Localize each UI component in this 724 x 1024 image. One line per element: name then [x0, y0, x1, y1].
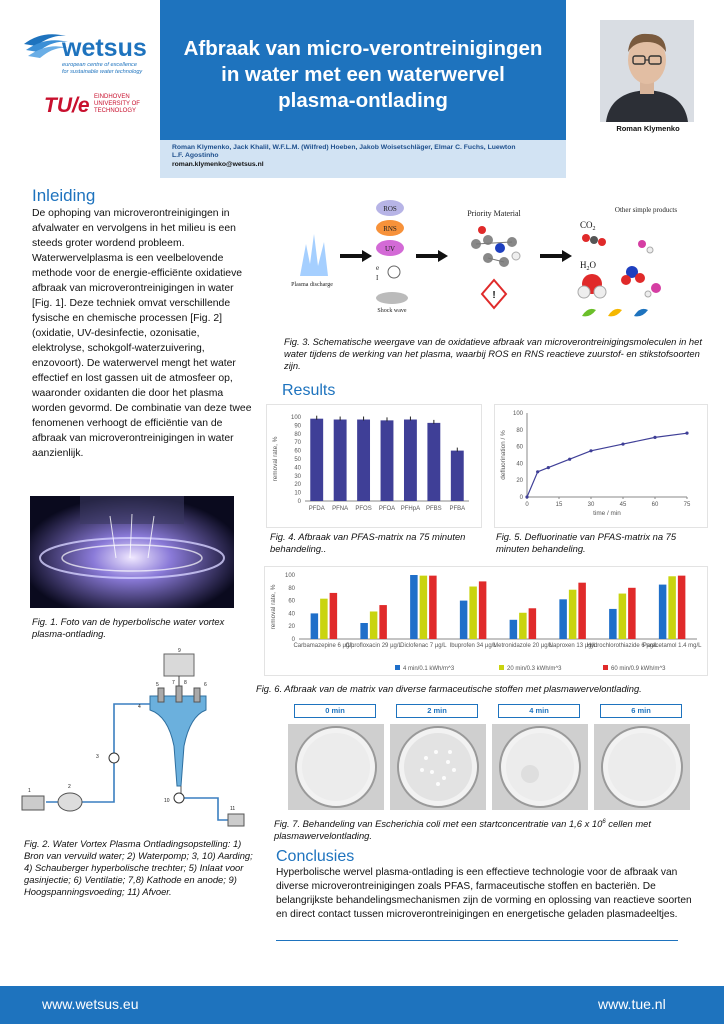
y-tick-label: 20	[516, 478, 523, 485]
bar	[310, 419, 323, 501]
bar	[404, 420, 417, 501]
y-tick-label: 80	[516, 427, 523, 434]
bar	[460, 601, 468, 639]
fig5-chart	[494, 404, 708, 528]
fig3-shock: Shock wave	[377, 308, 407, 314]
fig2-label-3: 3	[96, 754, 99, 760]
authors-block: Roman Klymenko, Jack Khalil, W.F.L.M. (Wilfred) Hoeben, Jakob Woisetschläger, Elmar C. Fuchs, Luewton L.F. Agostinho roman.klymenko@wetsus.nl	[172, 144, 552, 169]
x-tick-label: Ibuprofen 34 µg/L	[449, 643, 497, 649]
y-axis-label: removal rate, %	[270, 584, 277, 630]
y-tick-label: 40	[288, 611, 295, 618]
molecule-icon	[471, 226, 520, 267]
legend-label: 20 min/0.3 kWh/m^3	[507, 666, 562, 672]
fig1-caption: Fig. 1. Foto van de hyperbolische water vortex plasma-ontlading.	[32, 616, 225, 639]
bar	[519, 613, 527, 639]
fig3-co2: $CO_2$	[580, 220, 596, 232]
y-tick-label: 100	[284, 573, 295, 579]
fig4-chart	[266, 404, 482, 528]
fig3-priority: Priority Material	[467, 209, 521, 218]
fig2-diagram	[18, 646, 248, 836]
x-tick-label: PFBA	[449, 506, 466, 512]
data-point	[685, 432, 688, 435]
y-tick-label: 20	[294, 482, 301, 489]
bar	[311, 613, 319, 639]
intro-heading: Inleiding	[32, 186, 96, 205]
x-tick-label: 75	[683, 502, 691, 508]
fig3-caption: Fig. 3. Schematische weergave van de oxidatieve afbraak van microverontreinigingsmoleculen in het water tijdens de werking van het plasma, waarbij ROS en RNS reactieve zuurstof- en stikstofsoorten zijn.	[284, 336, 702, 371]
y-tick-label: 100	[512, 411, 523, 417]
petri-dish-2	[492, 724, 588, 810]
intro-text: De ophoping van microverontreinigingen in afvalwater en vervolgens in het milieu is een steeds groter wordend probleem. Waterwervelplasma is een veelbelovende methode voor de energie-efficiënte oxidatieve afbraak van microverontreinigingen in water [Fig. 1]. Deze techniek omvat verschillende fysische en chemische processen [Fig. 2] (oxidatie, UV-desinfectie, ozonisatie, elektrolyse, schokgolf-waterzuivering, enzovoort). De waterwervel mengt het water effectief en lost gassen uit de atmosfeer op, waaronder oxidanten die door het plasma worden gevormd. De combinatie van deze twee fenomenen verhoogt de efficiëntie van de afbraak van microverontreinigingen in water aanzienlijk.	[32, 208, 252, 459]
footer-link-tue[interactable]: www.tue.nl	[598, 996, 666, 1012]
fig2-label-4: 4	[138, 704, 141, 710]
bar	[609, 609, 617, 639]
photo-caption: Roman Klymenko	[616, 124, 680, 133]
divider	[276, 940, 678, 941]
bar	[429, 576, 437, 639]
legend-label: 60 min/0.9 kWh/m^3	[611, 666, 666, 672]
fig3-rns: RNS	[383, 225, 397, 233]
y-tick-label: 50	[294, 457, 301, 463]
x-tick-label: Ciprofloxacin 29 µg/L	[345, 643, 402, 649]
petri-dish-3	[594, 724, 690, 810]
y-tick-label: 100	[290, 415, 301, 421]
x-tick-label: PFDA	[308, 506, 325, 512]
bar	[628, 588, 636, 639]
footer-link-wetsus[interactable]: www.wetsus.eu	[42, 996, 139, 1012]
x-tick-label: Metronidazole 20 µg/L	[493, 643, 553, 649]
wetsus-wordmark: wetsus	[62, 34, 147, 62]
fig5-caption: Fig. 5. Defluorinatie van PFAS-matrix na 75 minuten behandeling.	[496, 531, 677, 554]
x-tick-label: 15	[555, 502, 563, 508]
legend-swatch	[499, 665, 504, 670]
author-email: roman.klymenko@wetsus.nl	[172, 160, 264, 168]
bar	[559, 599, 567, 639]
conclusions-heading: Conclusies	[276, 848, 355, 865]
tue-logo	[44, 94, 154, 122]
tue-name: EINDHOVEN UNIVERSITY OF TECHNOLOGY	[94, 94, 140, 114]
data-point	[547, 466, 550, 469]
leaf-icon	[608, 309, 622, 317]
bar	[379, 605, 387, 639]
bar	[410, 575, 418, 639]
fig3-ion: I	[376, 274, 379, 282]
y-tick-label: 30	[294, 473, 301, 480]
bar	[360, 623, 368, 639]
fig1-photo	[30, 496, 234, 608]
wetsus-logo	[22, 26, 152, 82]
fig7-caption: Fig. 7. Behandeling van Escherichia coli met een startconcentratie van 1,6 x $10^6$ cellen met plasmawervelontlading.	[274, 818, 652, 842]
fig3-electron: e	[376, 264, 380, 272]
x-tick-label: Hydrochlorothiazide 6 µg/L	[586, 643, 659, 649]
fig6-caption: Fig. 6. Afbraak van de matrix van diverse farmaceutische stoffen met plasmawervelontlading.	[256, 683, 642, 694]
bar	[668, 576, 676, 639]
y-tick-label: 60	[294, 448, 301, 455]
x-tick-label: 45	[619, 502, 627, 508]
legend-swatch	[603, 665, 608, 670]
conclusions-text: Hyperbolische wervel plasma-ontlading is een effectieve technologie voor de afbraak van diverse microverontreinigingen zoals PFAS, farmaceutische stoffen en bacteriën. De belangrijkste behandelingsmechanismen zijn de vorming en oplossing van reactieve soorten en direct contact tussen microverontreinigingen en energetische geladen plasmadeeltjes.	[276, 867, 692, 920]
fig3-plasma-label: Plasma discharge	[291, 282, 333, 288]
bar	[569, 590, 577, 639]
bar	[578, 583, 586, 639]
bar	[479, 581, 487, 639]
bar	[529, 608, 537, 639]
wetsus-tagline-2: for sustainable water technology	[62, 69, 143, 75]
fig6-chart	[264, 566, 708, 676]
fig3-h2o: $H_2O$	[580, 260, 596, 272]
data-point	[589, 449, 592, 452]
y-tick-label: 70	[294, 440, 301, 447]
author-photo	[600, 20, 694, 122]
fig2-label-8: 8	[184, 680, 187, 686]
fig3-ros: ROS	[383, 205, 397, 213]
y-tick-label: 10	[294, 490, 301, 497]
bar	[381, 420, 394, 501]
tue-mark: TU/e	[44, 94, 90, 117]
x-tick-label: PFOS	[355, 506, 372, 512]
y-tick-label: 90	[294, 423, 301, 430]
fig3-scheme	[276, 194, 696, 326]
petri-dish-1	[390, 724, 486, 810]
leaf-icon	[582, 309, 596, 317]
fig7-header-1: 2 min	[396, 704, 478, 718]
y-tick-label: 40	[516, 461, 523, 468]
x-tick-label: PFBS	[426, 506, 442, 512]
fig2-caption: Fig. 2. Water Vortex Plasma Ontladingsopstelling: 1) Bron van vervuild water; 2) Waterpomp; 3, 10) Aarding; 4) Schauberger hyperbolische trechter; 5) Inlaat voor gasinjectie; 6) Ventilatie; 7,8) Kathode en anode; 9) Hoogspanningsvoeding; 11) Afvoer.	[24, 838, 253, 897]
y-tick-label: 0	[291, 637, 295, 643]
fig2-label-10: 10	[164, 798, 170, 804]
bar	[357, 420, 370, 501]
results-heading: Results	[282, 382, 336, 399]
legend-swatch	[395, 665, 400, 670]
leaf-icon	[634, 309, 648, 317]
y-tick-label: 60	[288, 598, 295, 605]
svg-text:!: !	[492, 290, 496, 301]
y-tick-label: 80	[288, 585, 295, 592]
y-axis-label: removal rate, %	[272, 436, 279, 482]
bar	[420, 576, 428, 639]
x-tick-label: Carbamazepine 6 µg/L	[293, 643, 355, 649]
y-tick-label: 80	[294, 431, 301, 438]
x-tick-label: Diclofenac 7 µg/L	[400, 643, 447, 649]
x-tick-label: PFNA	[332, 506, 349, 512]
bar	[334, 420, 347, 501]
bar	[451, 451, 464, 501]
x-tick-label: Paracetamol 1.4 mg/L	[642, 643, 702, 649]
bar	[469, 587, 477, 639]
poster-title: Afbraak van micro-verontreinigingen in water met een waterwervel plasma-ontlading	[183, 37, 543, 112]
y-tick-label: 40	[294, 465, 301, 472]
y-tick-label: 60	[516, 444, 523, 451]
x-tick-label: 0	[525, 502, 529, 508]
fig7-header-0: 0 min	[294, 704, 376, 718]
fig3-other: Other simple products	[614, 206, 678, 214]
fig2-label-2: 2	[68, 784, 71, 790]
data-point	[621, 442, 624, 445]
y-tick-label: 20	[288, 624, 295, 631]
fig7-header-2: 4 min	[498, 704, 580, 718]
fig7-plates	[286, 704, 690, 812]
x-tick-label: PFHpA	[400, 506, 421, 512]
x-tick-label: Naproxen 13 µg/L	[548, 643, 597, 649]
fig2-label-9: 9	[178, 648, 181, 654]
fig2-label-1: 1	[28, 788, 31, 794]
wetsus-tagline-1: european centre of excellence	[62, 62, 137, 68]
bar	[510, 620, 518, 639]
fig2-label-6: 6	[204, 682, 207, 688]
legend-label: 4 min/0.1 kWh/m^3	[403, 666, 455, 672]
bar	[619, 594, 627, 639]
petri-dish-0	[288, 724, 384, 810]
x-tick-label: 60	[651, 502, 659, 508]
bar	[370, 611, 378, 639]
x-tick-label: PFOA	[378, 506, 396, 512]
bar	[427, 423, 440, 501]
y-tick-label: 0	[519, 495, 523, 501]
fig3-uv: UV	[384, 245, 396, 253]
x-axis-label: time / min	[593, 510, 621, 517]
data-point	[536, 470, 539, 473]
bar	[659, 585, 667, 639]
bar	[320, 599, 328, 639]
bar	[330, 593, 338, 639]
y-axis-label: defluorination / %	[500, 430, 507, 480]
y-tick-label: 0	[297, 499, 301, 505]
series-line	[527, 433, 687, 497]
fig2-label-11: 11	[230, 806, 236, 812]
fig4-caption: Fig. 4. Afbraak van PFAS-matrix na 75 minuten behandeling..	[270, 531, 466, 554]
x-tick-label: 30	[587, 502, 595, 508]
fig7-header-3: 6 min	[600, 704, 682, 718]
fig2-label-5: 5	[156, 682, 159, 688]
data-point	[525, 495, 528, 498]
fig2-label-7: 7	[172, 680, 175, 686]
data-point	[568, 458, 571, 461]
data-point	[653, 436, 656, 439]
bar	[678, 576, 686, 639]
